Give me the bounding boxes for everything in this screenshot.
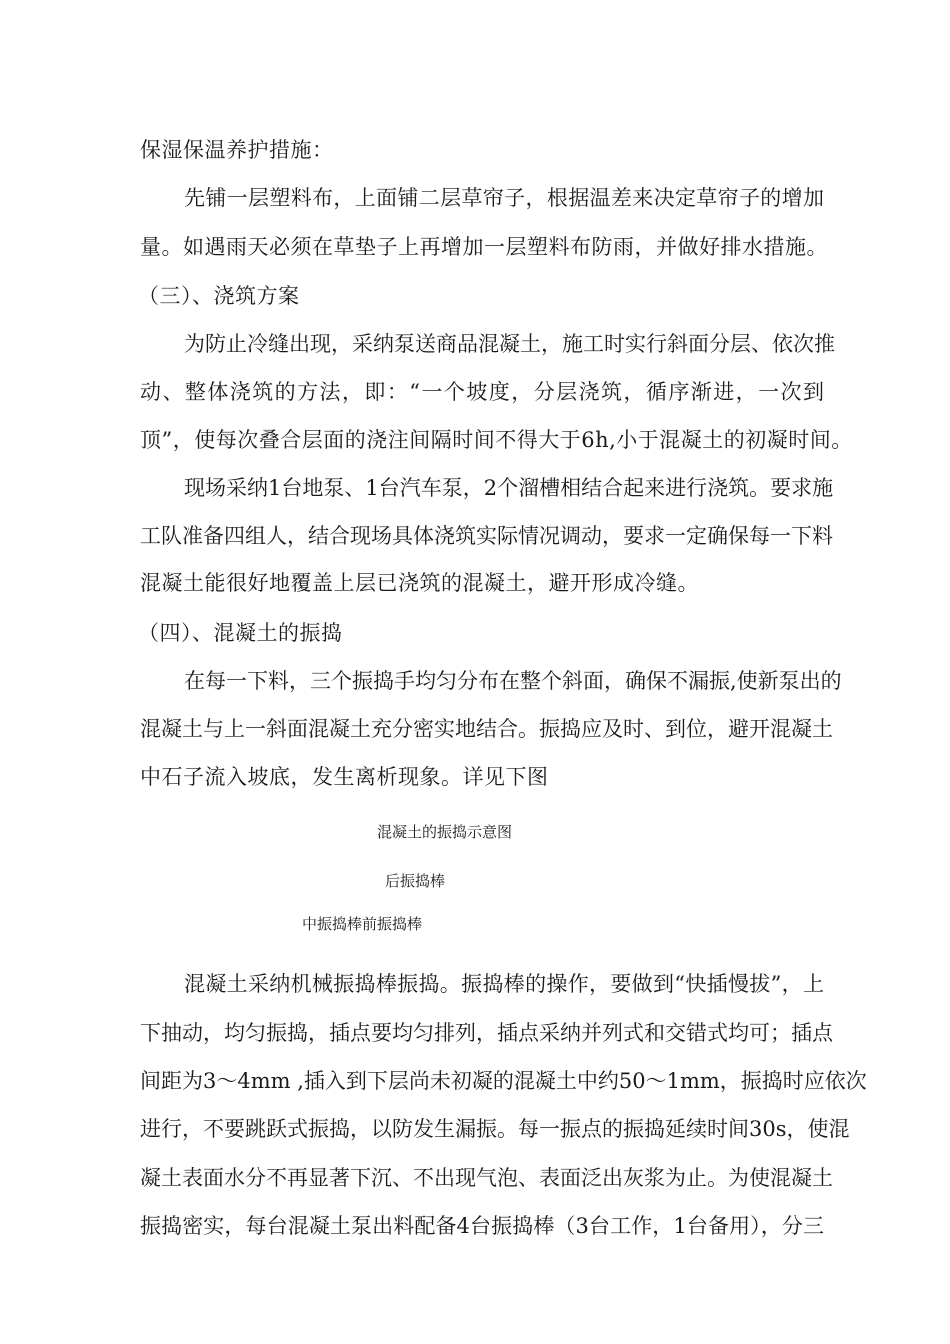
figure-label-rear-vibrator: 后振捣棒 (385, 872, 446, 890)
paragraph-line: 进行，不要跳跃式振捣，以防发生漏振。每一振点的振捣延续时间30s，使混 (140, 1117, 850, 1141)
paragraph-line: 混凝土采纳机械振捣棒振捣。振捣棒的操作，要做到“快插慢拔”，上 (184, 972, 824, 996)
paragraph-line: 混凝土与上一斜面混凝土充分密实地结合。振捣应及时、到位，避开混凝土 (140, 717, 833, 741)
paragraph-line: 为防止冷缝出现，采纳泵送商品混凝土，施工时实行斜面分层、依次推 (184, 332, 835, 356)
paragraph-line: 间距为3〜4mm ,插入到下层尚未初凝的混凝土中约50〜1mm，振捣时应依次 (140, 1069, 867, 1093)
paragraph-line: 振捣密实，每台混凝土泵出料配备4台振捣棒（3台工作，1台备用），分三 (140, 1214, 824, 1238)
paragraph-line: 顶”，使每次叠合层面的浇注间隔时间不得大于6h,小于混凝土的初凝时间。 (140, 428, 853, 452)
paragraph-line: 量。如遇雨天必须在草垫子上再增加一层塑料布防雨，并做好排水措施。 (140, 235, 828, 259)
paragraph-line: 工队准备四组人，结合现场具体浇筑实际情况调动，要求一定确保每一下料 (140, 524, 833, 548)
section-title-vibration: （四）、混凝土的振捣 (138, 621, 343, 645)
figure-label-mid-front-vibrator: 中振捣棒前振捣棒 (302, 915, 423, 933)
paragraph-line: 下抽动，均匀振捣，插点要均匀排列，插点采纳并列式和交错式均可；插点 (140, 1021, 833, 1045)
paragraph-line: 混凝土能很好地覆盖上层已浇筑的混凝土，避开形成冷缝。 (140, 571, 699, 595)
paragraph-line: 现场采纳1台地泵、1台汽车泵，2个溜槽相结合起来进行浇筑。要求施 (184, 476, 834, 500)
figure-caption: 混凝土的振捣示意图 (377, 823, 513, 841)
paragraph-line: 凝土表面水分不再显著下沉、不出现气泡、表面泛出灰浆为止。为使混凝土 (140, 1166, 833, 1190)
section-title-pouring-plan: （三）、浇筑方案 (138, 284, 300, 308)
heading-insulation-measures: 保湿保温养护措施： (140, 138, 334, 162)
paragraph-line: 中石子流入坡底，发生离析现象。详见下图 (140, 765, 549, 789)
paragraph-line: 在每一下料，三个振捣手均匀分布在整个斜面，确保不漏振,使新泵出的 (184, 669, 842, 693)
paragraph-line: 动、整体浇筑的方法，即：“一个坡度，分层浇筑，循序渐进，一次到 (140, 380, 824, 404)
paragraph-line: 先铺一层塑料布，上面铺二层草帘子，根据温差来决定草帘子的增加 (184, 186, 824, 210)
